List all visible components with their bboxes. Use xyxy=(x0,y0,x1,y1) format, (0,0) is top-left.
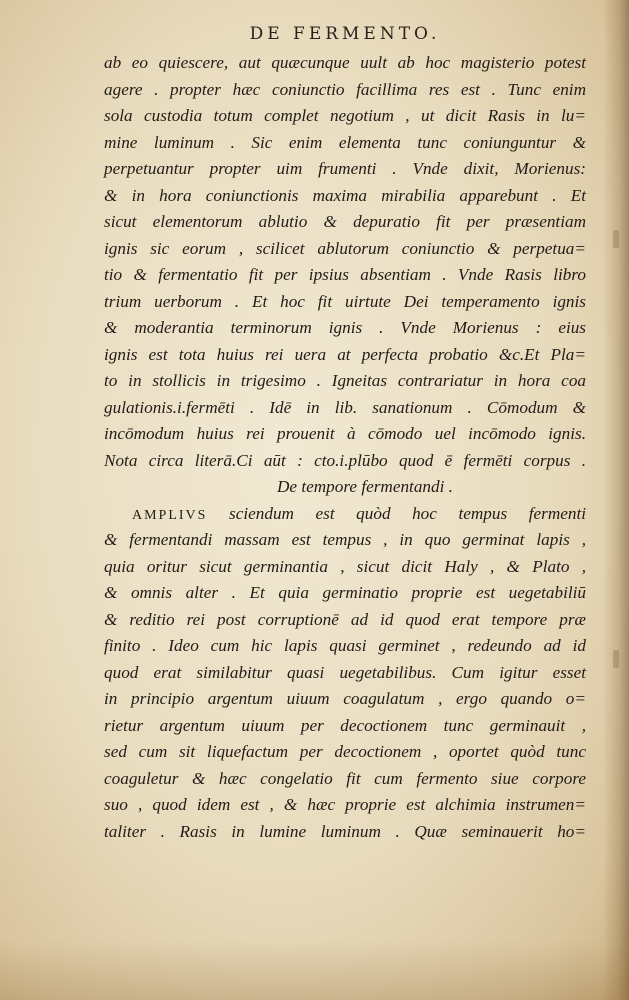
text-line: finito . Ideo cum hic lapis quasi germinet , redeundo ad id xyxy=(104,636,586,655)
paragraph-1 xyxy=(104,50,586,474)
text-line: mine luminum . Sic enim elementa tunc coniunguntur & xyxy=(104,132,586,152)
text-line: taliter . Rasis in lumine luminum . Quæ seminauerit ho= xyxy=(104,821,586,841)
text-line: sicut elementorum ablutio & depuratio fit per præsentiam xyxy=(104,212,586,231)
text-line: & moderantia terminorum ignis . Vnde Morienus : eius xyxy=(104,318,586,337)
text-line: rietur argentum uiuum per decoctionem tunc germinauit , xyxy=(104,715,586,735)
text-line: ab eo quiescere, aut quæcunque uult ab hoc magisterio potest xyxy=(104,53,586,72)
text-line: to in stollicis in trigesimo . Igneitas contrariatur in hora coa xyxy=(104,371,586,390)
text-line: & reditio rei post corruptionē ad id quod erat tempore præ xyxy=(104,609,586,629)
body-text xyxy=(104,50,586,845)
text-line: ignis sic eorum , scilicet ablutorum coniunctio & perpetua= xyxy=(104,238,586,258)
text-line: perpetuantur propter uim frumenti . Vnde dixit, Morienus: xyxy=(104,159,586,178)
text-line: & fermentandi massam est tempus , in quo germinat lapis , xyxy=(104,530,586,549)
text-line xyxy=(104,501,586,528)
text-line: incōmodum huius rei prouenit à cōmodo uel incōmodo ignis. xyxy=(104,424,586,443)
paragraph-2 xyxy=(104,527,586,845)
text-line: ignis est tota huius rei uera at perfecta probatio &c.Et Pla= xyxy=(104,344,586,364)
text-line: coaguletur & hæc congelatio fit cum fermento siue corpore xyxy=(104,768,586,788)
text-line: quod erat similabitur quasi uegetabilibus. Cum igitur esset xyxy=(104,662,586,682)
text-line-rest: sciendum est quòd hoc tempus fermenti xyxy=(229,503,586,523)
running-header: DE FERMENTO. xyxy=(249,24,441,44)
text-line: quia oritur sicut germinantia , sicut dicit Haly , & Plato , xyxy=(104,556,586,576)
margin-mark xyxy=(613,230,619,248)
text-line: gulationis.i.fermēti . Idē in lib. sanationum . Cōmodum & xyxy=(104,397,586,417)
margin-mark xyxy=(613,650,619,668)
text-line: sola custodia totum complet negotium , ut dicit Rasis in lu= xyxy=(104,106,586,125)
section-heading: De tempore fermentandi . xyxy=(277,477,453,496)
text-line: Nota circa literā.Ci aūt : cto.i.plūbo quod ē fermēti corpus . xyxy=(104,450,586,470)
text-line: trium uerborum . Et hoc fit uirtute Dei temperamento ignis xyxy=(104,291,586,311)
text-line: tio & fermentatio fit per ipsius absentiam . Vnde Rasis libro xyxy=(104,265,586,284)
page-bottom-shadow xyxy=(0,940,629,1000)
text-line: & in hora coniunctionis maxima mirabilia apparebunt . Et xyxy=(104,185,586,205)
page-edge-shadow xyxy=(603,0,629,1000)
text-line: in principio argentum uiuum coagulatum , ergo quando o= xyxy=(104,689,586,708)
text-line: & omnis alter . Et quia germinatio proprie est uegetabiliū xyxy=(104,583,586,602)
text-line: sed cum sit liquefactum per decoctionem , oportet quòd tunc xyxy=(104,742,586,761)
initial-word: AMPLIVS xyxy=(132,507,208,523)
text-line: agere . propter hæc coniunctio facillima res est . Tunc enim xyxy=(104,79,586,99)
text-line: suo , quod idem est , & hæc proprie est alchimia instrumen= xyxy=(104,795,586,814)
